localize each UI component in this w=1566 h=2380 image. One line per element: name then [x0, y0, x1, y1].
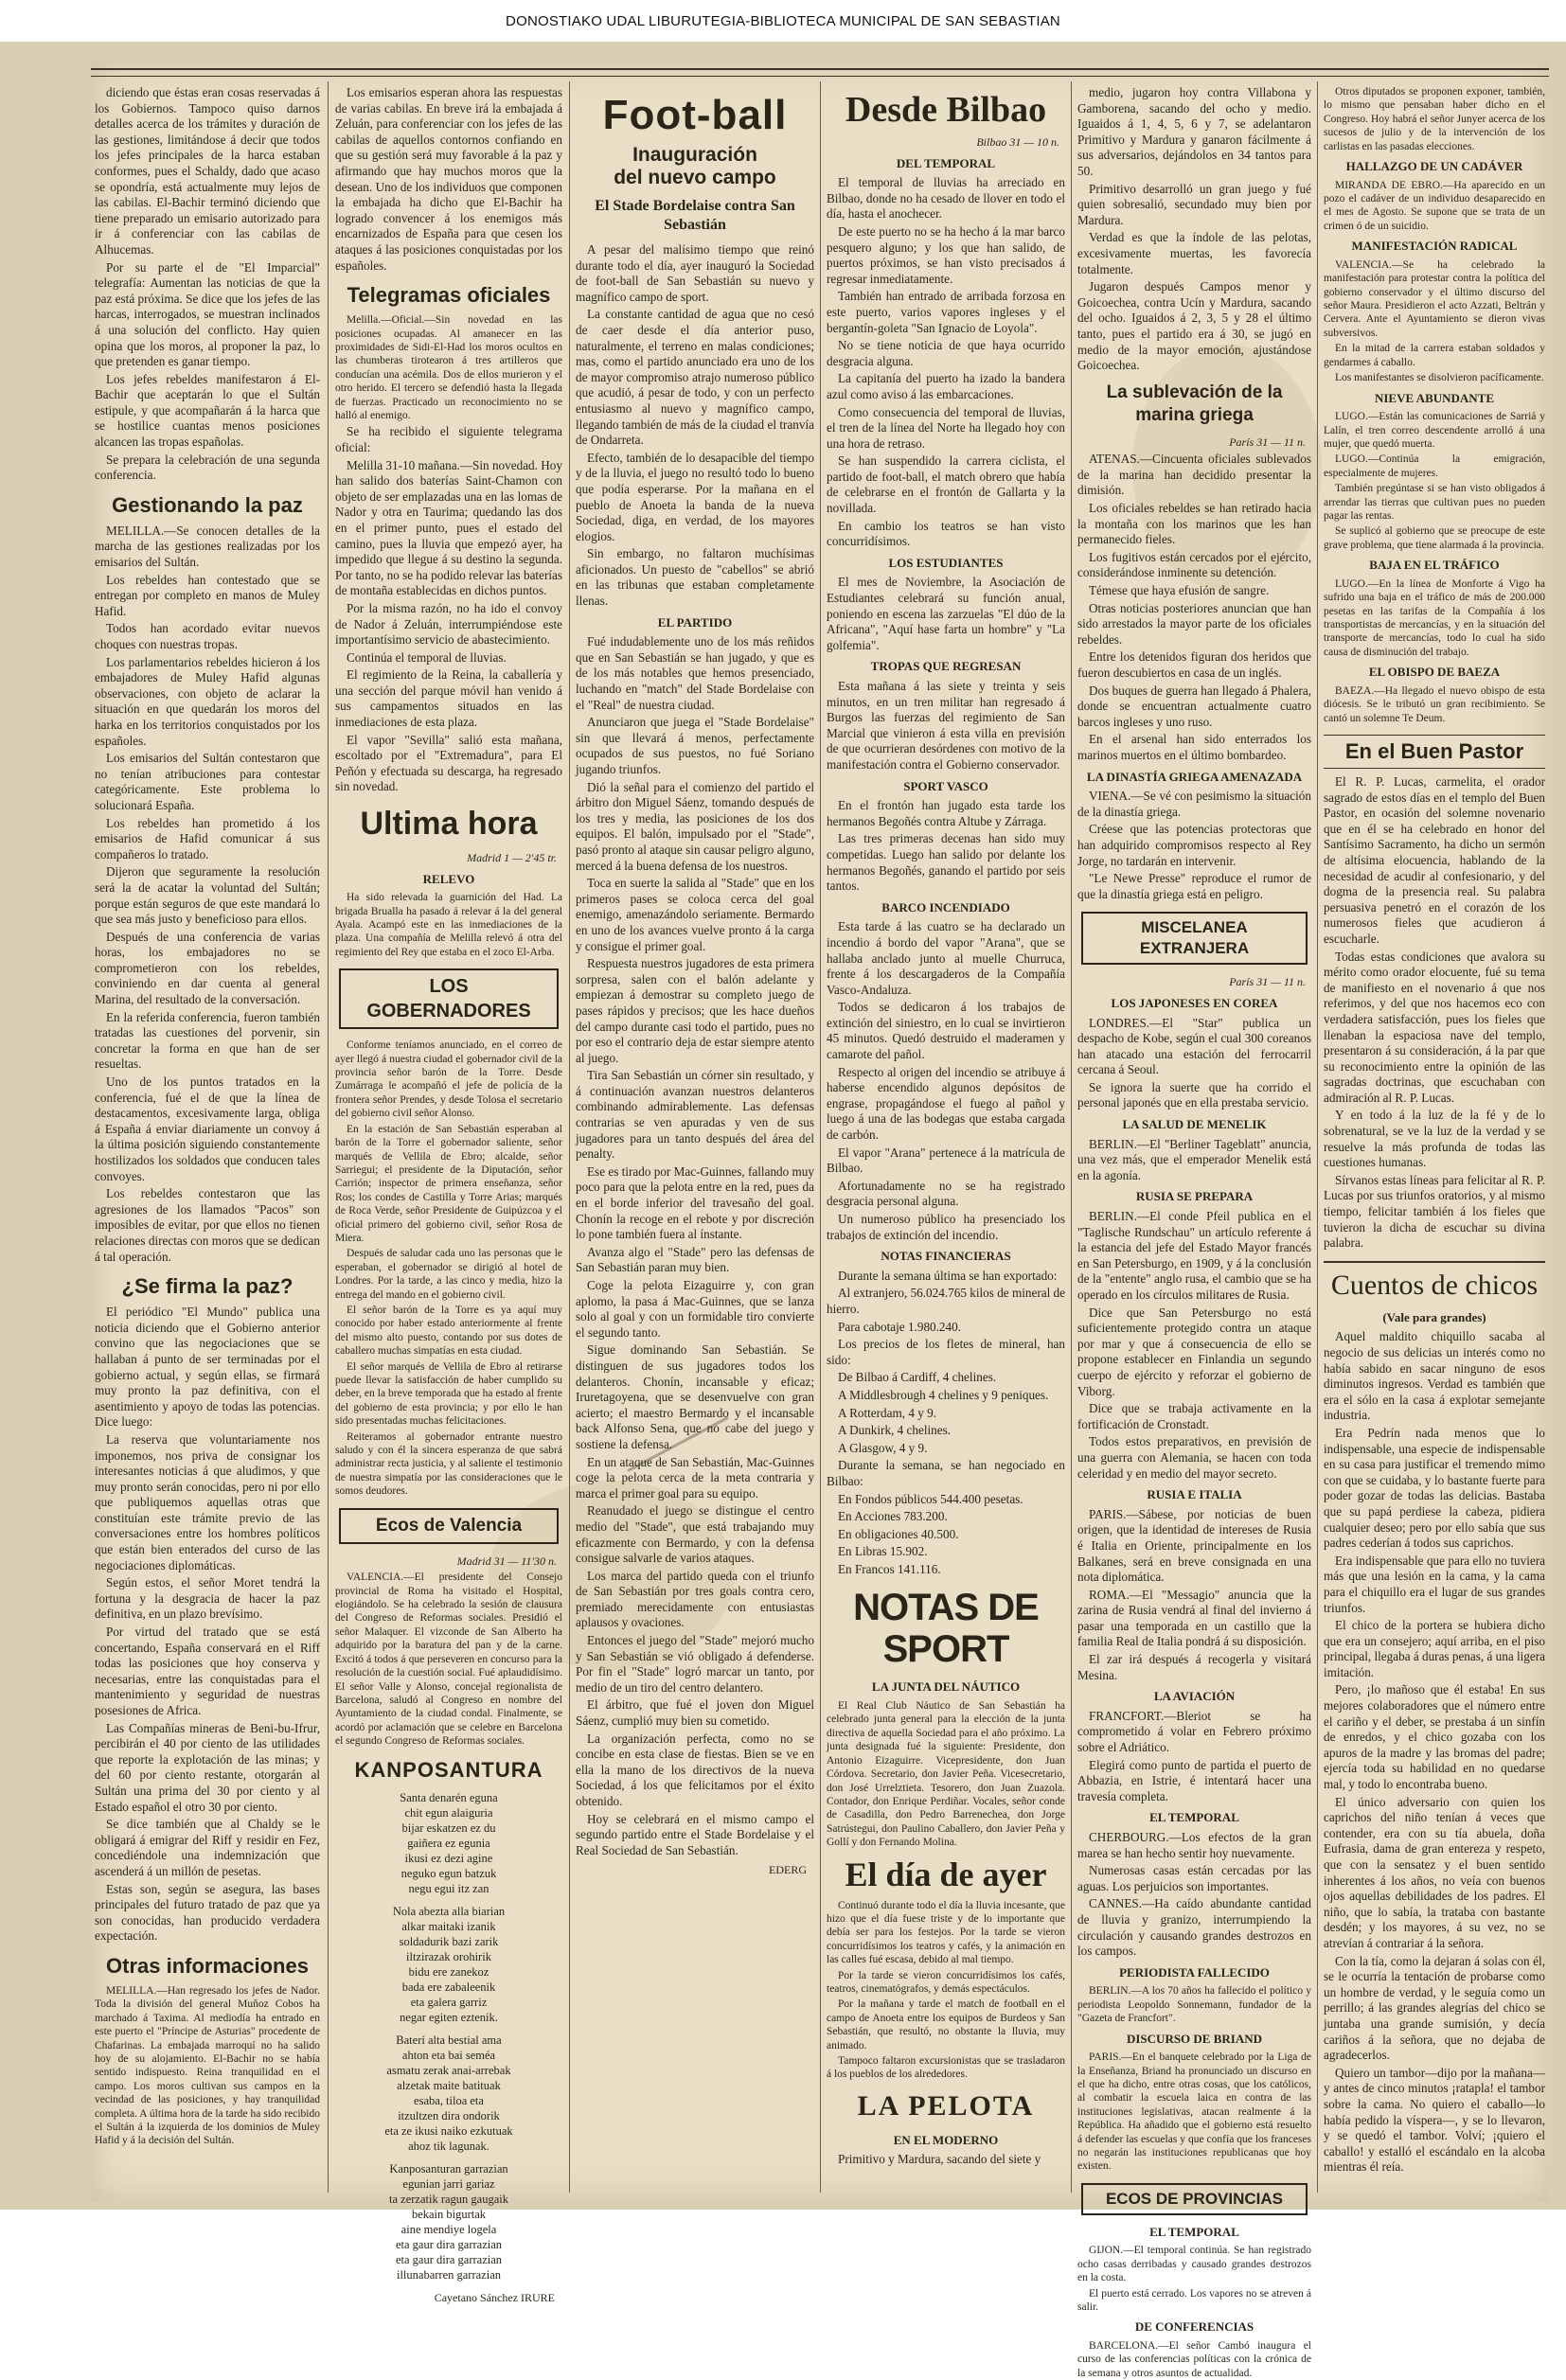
article-text: Por la mañana y tarde el match de football en el campo de Anoeta entre los equipos de Burdeos y San Sebastián, que resultó, no obstante la lluvia, muy animado.: [827, 1998, 1065, 2051]
article-text: Témese que haya efusión de sangre.: [1089, 583, 1270, 598]
poem-line: negu egui itz zan: [408, 1881, 489, 1895]
article-text: El único adversario con quien los caprichos del niño tenían á veces que contender, era con su tía abuela, doña Eufrasia, dama de gran entereza y respeto, que con la sensatez y el buen sentido inherentes á los años, no veía con buenos ojos aquellas debilidades de los padres. El niño, que lo sabía, la trataba con bastante desdén; y los mayores, á su vez, no se atrevían á contrariar á la señora.: [1324, 1794, 1545, 1950]
article-text: BAEZA.—Ha llegado el nuevo obispo de esta diócesis. Se le tributó un gran recibimiento. Se cantó un solemne Te Deum.: [1324, 684, 1545, 724]
poem-line: Nola abezta alla biarian: [392, 1904, 506, 1918]
subheading: EL TEMPORAL: [1149, 2224, 1239, 2239]
article-text: Tampoco faltaron excursionistas que se trasladaron á los pueblos de los alrededores.: [827, 2055, 1065, 2081]
subheading: EN EL MODERNO: [893, 2132, 999, 2147]
subheading: BARCO INCENDIADO: [881, 899, 1010, 915]
article-text: A pesar del malísimo tiempo que reinó durante todo el día, ayer inauguró la Sociedad de foot-ball de San Sebastián su nuevo y magnífico campo de sport.: [576, 242, 814, 304]
article-text: Los marca del partido queda con el triunfo de San Sebastián por tres goals contra cero, premiado merecidamente con entusiastas aplausos y ovaciones.: [576, 1568, 814, 1630]
subheading: RUSIA E ITALIA: [1147, 1487, 1242, 1502]
article-text: Tira San Sebastián un córner sin resultado, y á continuación avanzan nuestros delanteros combinando admirablemente. Las defensas contrarias se ven apuradas y ven de sus jugadores para un tanto después del área del penalty.: [576, 1068, 814, 1162]
article-text: Elegirá como punto de partida el puerto de Abbazia, en Istrie, é intentará hacer una travesía completa.: [1077, 1757, 1311, 1803]
article-text: Respecto al origen del incendio se atribuye á haberse encendido algunos depósitos de engrase, propagándose el fuego al pañol y luego á una de las bodegas que estaba cargada de carbón.: [827, 1064, 1065, 1143]
poem-line: iltzirazak orohirik: [406, 1949, 491, 1963]
article-text: Afortunadamente no se ha registrado desgracia personal alguna.: [827, 1178, 1065, 1209]
article-text: Como consecuencia del temporal de lluvias, el tren de la línea del Norte ha llegado hoy con una hora de retraso.: [827, 404, 1065, 451]
article-text: El zar irá después á recogerla y visitará Mesina.: [1077, 1652, 1311, 1682]
article-text: Coge la pelota Eizaguirre y, con gran aplomo, la pasa á Mac-Guinnes, que se lanza solo al goal y con un formidable tiro convierte el segundo tanto.: [576, 1278, 814, 1340]
poem-stanza: [335, 1790, 562, 1896]
article-text: Toca en suerte la salida al "Stade" que en los primeros pases se coloca cerca del goal enemigo, amenazándolo seriamente. Bermardo en uno de los avances vuelve pronto á la carga y consigue el primer goal.: [576, 876, 814, 953]
poem-line: bijar eskatzen ez du: [401, 1821, 496, 1835]
headline: del nuevo campo: [614, 167, 776, 188]
subheading: LOS JAPONESES EN COREA: [1111, 995, 1278, 1010]
article-text: En la mitad de la carrera estaban soldados y gendarmes á caballo.: [1324, 343, 1545, 368]
article-text: Dió la señal para el comienzo del partido el árbitro don Miguel Sáenz, tomando después de los tres y media, las posiciones de los dos equipos. El balón, impulsado por el "Stade", pasó pronto al ataque sin causar peligro alguno, merced á la buena defensa de los nuestros.: [576, 779, 814, 873]
poem-line: soldadurik bazi zarik: [399, 1934, 499, 1948]
article-text: Primitivo y Mardura, sacando del siete y: [838, 2152, 1041, 2167]
article-text: La organización perfecta, como no se concibe en esta clase de fiestas. Bien se ve en ella la mano de los directivos de la nueva Sociedad, á los que felicitamos por el éxito obtenido.: [576, 1731, 814, 1808]
newspaper-page: [91, 61, 1549, 2379]
headline: Ultima hora: [360, 806, 538, 843]
poem-line: illunabarren garrazian: [396, 2267, 501, 2282]
article-text: diciendo que éstas eran cosas reservadas á los Gobiernos. Tampoco quiso darnos detalles acerca de los trámites y duración de las gestiones, limitándose á decir que todos los jefes principales de la harca estaban conformes, pues el Schaldy, dado que acaso se opondría, está actualmente muy lejos de las cabilas. El-Bachir terminó diciendo que tiene preparado un emisario autorizado para ir á conferenciar con las cabilas de Alhucemas.: [95, 85, 320, 257]
library-header: DONOSTIAKO UDAL LIBURUTEGIA-BIBLIOTECA MUNICIPAL DE SAN SEBASTIAN: [0, 0, 1566, 42]
article-text: Primitivo desarrolló un gran juego y fué quien sobresalió, secundado muy bien por Mardura.: [1077, 181, 1311, 227]
article-text: Reiteramos al gobernador entrante nuestro saludo y con él la sincera esperanza de que sabrá administrar recta justicia, y al saliente el testimonio de nuestra simpatía por las consideraciones que le somos deudores.: [335, 1430, 562, 1498]
article-text: También han entrado de arribada forzosa en este puerto, varios vapores ingleses y el bergantín-goleta "San Ignacio de Loyola".: [827, 289, 1065, 335]
article-text: En el frontón han jugado esta tarde los hermanos Begoñés contra Altube y Zárraga.: [827, 798, 1065, 828]
article-text: El temporal de lluvias ha arreciado en Bilbao, donde no ha cesado de llover en todo el día, hasta el anochecer.: [827, 175, 1065, 222]
article-text: Durante la semana última se han exportado:: [838, 1268, 1058, 1283]
article-text: Sírvanos estas líneas para felicitar al R. P. Lucas por sus triunfos oratorios, y al mismo tiempo, felicitar también á los fieles que tuvieron la dicha de escuchar su divina palabra.: [1324, 1172, 1545, 1251]
article-text: Melilla 31-10 mañana.—Sin novedad. Hoy han salido dos baterías Saint-Chamon con objeto de ser emplazadas una en las lomas de Nador y otra en Taurima; quedando las dos en el primer punto, pues el estado del camino, pues la lluvia que empezó ayer, ha impedido que llegue á su destino la segunda. Por tanto, no se ha podido relevar las baterías de montaña establecidas en dichos puntos.: [335, 457, 562, 598]
dateline: París 31 — 11 n.: [1229, 435, 1306, 449]
poem-line: chit egun alaiguria: [404, 1805, 493, 1820]
article-text: Todas estas condiciones que avalora su mérito como orador elocuente, fué su tema de manifiesto en el novenario á que nos referimos, y del que nos hacemos eco con verdadera satisfacción, pues los fieles que llenaban la espaciosa nave del templo, presentaron á su consideración, á la par que su reconocimiento entre la opinión de las sagradas doctrinas, que escuchaban con admiración al R. P. Lucas.: [1324, 949, 1545, 1105]
subheading: LA JUNTA DEL NÁUTICO: [871, 1679, 1021, 1695]
article-text: La capitanía del puerto ha izado la bandera azul como aviso á las embarcaciones.: [827, 371, 1065, 401]
article-text: En Libras 15.902.: [838, 1544, 928, 1559]
subheading: LOS ESTUDIANTES: [888, 555, 1004, 570]
article-text: Hoy se celebrará en el mismo campo el segundo partido entre el Stade Bordelaise y el Real Sociedad de San Sebastián.: [576, 1811, 814, 1857]
poem-line: ikusi ez dezi agine: [404, 1851, 493, 1865]
article-text: Se prepara la celebración de una segunda conferencia.: [95, 452, 320, 483]
article-text: En Acciones 783.200.: [838, 1509, 948, 1524]
article-text: Pero, ¡lo mañoso que él estaba! En sus mejores colaboradores que el número entre el cariño y el deber, se prestaba á un sinfín de enredos, y el chico gozaba con los apuros de la madre y las bromas del padre; ejercía toda su habilidad en no quedarse mal, y todo lo encontraba bueno.: [1324, 1682, 1545, 1792]
poem-stanza: [335, 2033, 562, 2154]
article-text: Por virtud del tratado que se está concertando, España conservará en el Riff todas las posiciones que hoy conserva y necesarias, entre las conquistadas para el mantenimiento y seguridad de nuestras posesiones de Africa.: [95, 1625, 320, 1717]
article-text: Los precios de los fletes de mineral, han sido:: [827, 1337, 1065, 1367]
column-6: [1324, 85, 1545, 2187]
article-text: Uno de los puntos tratados en la conferencia, fué el de que la línea de destacamentos, excesivamente larga, obliga á España á enviar diariamente un convoy á la última posición siguiendo constantemente hostilizados los soldados que conducen tales convoyes.: [95, 1075, 320, 1183]
column-4: [827, 85, 1065, 2187]
article-text: Los parlamentarios rebeldes hicieron á los embajadores de Muley Hafid algunas observaciones, con objeto de aclarar la situación en que quedarán los moros del harka en los territorios conquistados por los españoles.: [95, 654, 320, 748]
article-text: Los rebeldes han contestado que se entregan por completo en manos de Muley Hafid.: [95, 572, 320, 618]
article-text: BERLIN.—El conde Pfeil publica en el "Taglische Rundschau" un artículo referente á la estancia del jefe del Estado Mayor francés en San Petersburgo, en 1909, y á la conclusión de la "entente" anglo rusa, el cambio que se ha operado en los círculos militares de Rusia.: [1077, 1209, 1311, 1302]
newspaper-scan: [0, 42, 1566, 2379]
article-text: Estas son, según se asegura, las bases principales del futuro tratado de paz que ya son conocidas, han producido verdadera expectación.: [95, 1881, 320, 1944]
subheading: TROPAS QUE REGRESAN: [870, 659, 1022, 674]
article-text: Jugaron después Campos menor y Goicoechea, contra Ucín y Mardura, sacando del ocho. Iguaidos á 2, 3, 5 y 28 el último tanto, pues el partido era á 30, se jugó en medio de la mayor emoción, ajustándose Goicoechea.: [1077, 279, 1311, 373]
poem-line: egunian jarri gariaz: [402, 2176, 495, 2191]
poem-line: gaiñera ez egunia: [407, 1836, 490, 1850]
article-text: Los rebeldes han prometido á los emisarios de Hafid comunicar á sus compañeros lo tratado.: [95, 815, 320, 861]
subheading: El Stade Bordelaise contra San Sebastián: [595, 198, 795, 233]
column-1: [95, 85, 320, 2187]
subheading: DISCURSO DE BRIAND: [1126, 2031, 1263, 2046]
headline: Otras informaciones: [106, 1953, 309, 1978]
article-text: BARCELONA.—El señor Cambó inaugura el curso de las conferencias políticas con la crónica de la semana y otros asuntos de actualidad.: [1077, 2340, 1311, 2379]
article-text: Los manifestantes se disolvieron pacíficamente.: [1335, 372, 1544, 384]
headline: La sublevación de la marina griega: [1106, 382, 1283, 425]
dateline: Bilbao 31 — 10 n.: [976, 135, 1059, 149]
article-text: Entre los detenidos figuran dos heridos que fueron descubiertos en casa de un inglés.: [1077, 649, 1311, 680]
headline: El día de ayer: [845, 1855, 1047, 1893]
article-text: Entonces el juego del "Stade" mejoró mucho y San Sebastián se vió obligado á defenderse. Por fin el "Stade" logró marcar un tanto, por medio de un tiro del centro delantero.: [576, 1633, 814, 1695]
poem-line: itzultzen dira ondorik: [398, 2108, 500, 2122]
column-rule: [1317, 81, 1318, 2193]
poem-line: asmatu zerak anai-arrebak: [386, 2063, 511, 2077]
article-text: Verdad es que la índole de las pelotas, excesivamente muertas, les favorecía totalmente.: [1077, 230, 1311, 276]
headline: En el Buen Pastor: [1324, 735, 1545, 769]
poem-line: eta gaur dira garrazian: [395, 2237, 503, 2251]
article-text: En obligaciones 40.500.: [838, 1526, 959, 1541]
article-text: LUGO.—En la línea de Monforte á Vigo ha sufrido una baja en el tráfico de más de 200.000 pesetas en las tarifas de la Compañía á los transportistas de mercancías, y en la situación del transporte de mercancías, todo lo cual ha sido causa de disminución del trabajo.: [1324, 577, 1545, 658]
article-text: El vapor "Arana" pertenece á la matrícula de Bilbao.: [827, 1145, 1065, 1176]
article-text: PARIS.—Sábese, por noticias de buen origen, que la identidad de intereses de Rusia é Italia en Oriente, principalmente en los Balkanes, será en breve consignada en una nota diplomática.: [1077, 1506, 1311, 1585]
headline: Ecos de Valencia: [339, 1508, 559, 1544]
poem-line: Baterí alta bestial ama: [396, 2033, 502, 2047]
column-5: [1077, 85, 1311, 2379]
article-text: VALENCIA.—Se ha celebrado la manifestación para protestar contra la política del gobierno conservador y el último discurso del señor Maura. Presidieron el acto Azzati, Beltrán y Cervera. Ante el Ayuntamiento se dieron vivas subversivos.: [1324, 258, 1545, 339]
article-text: Los fugitivos están cercados por el ejército, considerándose inminente su detención.: [1077, 549, 1311, 580]
article-text: PARIS.—En el banquete celebrado por la Liga de la Enseñanza, Briand ha pronunciado un discurso en el que ha dicho, entre otras cosas, que los católicos, al combatir la escuela laica en contra de las instituciones legislativas, atacan realmente á la República. Ha añadido que el gobierno está resuelto á defender las escuelas y que confía que los franceses no negarán las instituciones republicanas que hoy existen.: [1077, 2051, 1311, 2173]
poem-line: bidu ere zanekoz: [408, 1964, 489, 1979]
poem-line: aine mendiye logela: [400, 2222, 497, 2236]
article-text: Se suplicó al gobierno que se preocupe de este grave problema, que tiene alarmada á la provincia.: [1324, 525, 1545, 551]
article-text: A Rotterdam, 4 y 9.: [838, 1405, 937, 1420]
article-text: Se ha recibido el siguiente telegrama oficial:: [335, 424, 562, 454]
article-text: Conforme teníamos anunciado, en el correo de ayer llegó á nuestra ciudad el gobernador civil de la provincia señor barón de la Torre. Desde Zumárraga le acompañó el jefe de policía de la frontera señor Prendes, y desde Tolosa el secretario del gobierno civil señor Alonso.: [335, 1039, 562, 1120]
headline: MISCELANEA EXTRANJERA: [1081, 912, 1308, 965]
article-text: Dijeron que seguramente la resolución será la de acatar la voluntad del Sultán; porque están seguros de que este mandará lo que sea más justo y beneficioso para ellos.: [95, 864, 320, 927]
article-text: El chico de la portera se hubiera dicho que era un consejero; aquí arriba, en el piso principal, llegaba á duras penas, á una ligera imitación.: [1324, 1618, 1545, 1679]
article-text: Después de una conferencia de varias horas, los embajadores no se comprometieron con los rebeldes, conviniendo en dar cuenta al general Marina, del resultado de la conversación.: [95, 929, 320, 1007]
article-text: FRANCFORT.—Bleriot se ha comprometido á volar en Febrero próximo sobre el Adriático.: [1077, 1708, 1311, 1755]
poem-line: Santa denarén eguna: [400, 1790, 498, 1804]
article-text: Sigue dominando San Sebastián. Se distinguen de sus jugadores todos los delanteros. Chonín, incansable y eficaz; Iruretagoyena, que se desenvuelve con gran acierto; el maestro Bermardo y el incansable back Alfonso Sena, que no cabe del juego y sostiene la defensa.: [576, 1342, 814, 1451]
article-text: Era indispensable que para ello no tuviera más que una lesión en la cama, y la cama para el chiquillo era el lugar de sus grandes triunfos.: [1324, 1553, 1545, 1615]
subheading: BAJA EN EL TRÁFICO: [1369, 558, 1500, 573]
headline: KANPOSANTURA: [354, 1757, 543, 1782]
article-text: LONDRES.—El "Star" publica un despacho de Kobe, según el cual 300 coreanos han atacado una estación del ferrocarril cercana á Seoul.: [1077, 1015, 1311, 1077]
article-text: Era Pedrín nada menos que lo indispensable, una especie de indispensable en su casa para justificar el tremendo mimo con que se cuidaba, y lo bastante fuerte para poder gozar de todas las delicias. Bastaba que su papá perdiese la cabeza, pidiera cualquier deseo; pero por ello sabía que sus padres cederían á todos sus caprichos.: [1324, 1425, 1545, 1551]
article-text: BERLIN.—A los 70 años ha fallecido el político y periodista Leopoldo Sonnemann, fundador de la "Gazeta de Francfort".: [1077, 1985, 1311, 2025]
subheading: EL TEMPORAL: [1149, 1810, 1239, 1825]
article-text: Por la tarde se vieron concurridísimos los cafés, teatros, cinematógrafos, y demás espectáculos.: [827, 1969, 1065, 1995]
article-text: VALENCIA.—El presidente del Consejo provincial de Roma ha visitado el Hospital, elogiándolo. Se ha celebrado la sesión de clausura del Congreso de Reformas sociales. Presidió el señor Malaquer. El vizconde de San Alberto ha adquirido por la baratura del pan y de la carne. Excitó á todos á que perseveren en concurso para la resolución de la cuestión social. Fué aplaudidísimo. El señor Valle y Alonso, concejal regionalista de Barcelona, saludó al Congreso en nombre del Ayuntamiento de la ciudad condal. Finalmente, se acordó por aclamación que se celebre en Barcelona el segundo Congreso de Reformas sociales.: [335, 1572, 562, 1748]
subheading: EL PARTIDO: [657, 614, 733, 630]
poem-stanza: [335, 1904, 562, 2025]
subheading: RELEVO: [422, 871, 475, 886]
article-text: Durante la semana, se han negociado en Bilbao:: [827, 1458, 1065, 1488]
poem-line: eta ze ikusi naiko ezkutuak: [384, 2123, 513, 2138]
column-2: [335, 85, 562, 2304]
article-text: Esta mañana á las siete y treinta y seis minutos, en un tren militar han regresado á Burgos las fuerzas del regimiento de San Marcial que vinieron á esta villa en previsión de que ocurrieran desórdenes con motivo de la manifestación contra el Gobierno conservador.: [827, 679, 1065, 772]
article-text: Créese que las potencias protectoras que han adquirido compromisos respecto al Rey Jorge, no tardarán en intervenir.: [1077, 822, 1311, 868]
article-text: Al extranjero, 56.024.765 kilos de mineral de hierro.: [827, 1286, 1065, 1316]
article-text: Se dice también que al Chaldy se le obligará á emigrar del Riff y residir en Fez, concediéndole una indemnización que ascenderá á un millón de pesetas.: [95, 1817, 320, 1878]
article-text: El Real Club Náutico de San Sebastián ha celebrado junta general para la elección de la junta directiva de aquella Sociedad para el año próximo. La junta designada fué la siguiente: Presidente, don Antonio Eizaguirre. Vicepresidente, don Juan Córdova. Secretario, don Javier Peña. Vicesecretario, don José Urrelztieta. Tesorero, don Juan Zuazola. Contador, don Enrique Perdiñar. Vocales, señor conde de Casadilla, don Pedro Barrenechea, don Jorge Satrústegui, don Paulino Caballero, don Javier Peña y Gollí y don Fernando Molina.: [827, 1700, 1065, 1849]
subheading: NOTAS FINANCIERAS: [881, 1249, 1011, 1264]
article-text: En la referida conferencia, fueron también tratadas las cuestiones del porvenir, sin concretar la forma en que han de ser resueltas.: [95, 1009, 320, 1072]
subheading: LA AVIACIÓN: [1153, 1689, 1236, 1704]
subheading: RUSIA SE PREPARA: [1135, 1189, 1254, 1204]
article-text: El R. P. Lucas, carmelita, el orador sagrado de estos días en el templo del Buen Pastor, en ocasión del solemne novenario que en él se ha celebrado en honor del Santísimo Sacramento, ha dicho un sermón de altísima elocuencia, hablando de la necesidad de acudir al confesionario, y del dogma de la presencia real. Su palabra persuasiva penetró en el corazón de los numerosos fieles que acudieron á escucharle.: [1324, 774, 1545, 946]
article-text: Para cabotaje 1.980.240.: [838, 1319, 962, 1334]
article-text: En la estación de San Sebastián esperaban al barón de la Torre el gobernador saliente, señor marqués de Vellila de Ebro; alcalde, señor Sarriegui; el presidente de la Diputación, señor Carrión; inspector de primera enseñanza, señor Ros; los condes de Castilla y Torre Arias; marqués de Roca Verde, señor Presidente de Guipúzcoa y el oficial primero del gobierno civil, señor Rosa de Miera.: [335, 1123, 562, 1244]
article-text: Ese es tirado por Mac-Guinnes, fallando muy poco para que la pelota entre en la red, pues da en el borde inferior del travesaño del goal. Chonín la recoge en el rebote y por discreción lo pone también fuera al ínstante.: [576, 1163, 814, 1242]
article-text: Los emisarios del Sultán contestaron que no tenían atribuciones para contestar categóricamente. Este problema lo solucionará España.: [95, 751, 320, 812]
subheading: NIEVE ABUNDANTE: [1374, 390, 1495, 405]
article-text: Numerosas casas están cercadas por las aguas. Los perjuicios son importantes.: [1077, 1863, 1311, 1893]
article-text: Por la misma razón, no ha ido el convoy de Nador á Zeluán, interrumpiéndose este importantísimo servicio de abastecimiento.: [335, 600, 562, 648]
article-text: Efecto, también de lo desapacible del tiempo y de la lluvia, el juego no resultó todo lo bueno que podía esperarse. Por la mañana en el pueblo de Anoeta la banda de la nueva Sociedad, diga, en verdad, de los mayores elogios.: [576, 450, 814, 543]
subheading: HALLAZGO DE UN CADÁVER: [1345, 159, 1523, 174]
poem-line: ta zerzatik ragun gaugaik: [389, 2192, 508, 2206]
article-text: ATENAS.—Cincuenta oficiales sublevados de la marina han decidido presentar la dimisión.: [1077, 452, 1311, 498]
poem-line: esaba, tiloa eta: [414, 2093, 484, 2107]
poem-line: ahoz tik lagunak.: [408, 2139, 489, 2153]
article-text: VIENA.—Se vé con pesimismo la situación de la dinastía griega.: [1077, 789, 1311, 819]
article-text: Reanudado el juego se distingue el centro medio del "Stade", que está trabajando muy eficazmente con Bermardo, y con la defensa consigue salvarle de varios ataques.: [576, 1503, 814, 1566]
subheading: PERIODISTA FALLECIDO: [1119, 1964, 1270, 1980]
article-text: Anunciaron que juega el "Stade Bordelaise" sin que llevará á menos, perfectamente ocupados de sus puestos, no fué Soriano jugando triunfos.: [576, 715, 814, 776]
headline: Desde Bilbao: [845, 90, 1047, 130]
poem-stanza: [335, 2161, 562, 2282]
article-text: El señor barón de la Torre es ya aquí muy conocido por haber estado anteriormente al frente del mismo alto puesto, contando por sus dotes de caballero muchas simpatías en esta ciudad.: [335, 1304, 562, 1358]
article-text: Sin embargo, no faltaron muchísimas aficionados. Un puesto de "cabellos" se abrió en las tribunas que estaban completamente llenas.: [576, 546, 814, 609]
article-text: No se tiene noticia de que haya ocurrido desgracia alguna.: [827, 338, 1065, 368]
article-text: Se han suspendido la carrera ciclista, el partido de foot-ball, el match obrero que había de celebrarse en el frontón de Gallarta y la novillada.: [827, 453, 1065, 516]
article-text: CHERBOURG.—Los efectos de la gran marea se han hecho sentir hoy nuevamente.: [1077, 1830, 1311, 1860]
dateline: Madrid 31 — 11'30 n.: [456, 1554, 557, 1568]
headline: LA PELOTA: [857, 2089, 1035, 2122]
article-text: En cambio los teatros se han visto concurridísimos.: [827, 518, 1065, 549]
article-text: El señor marqués de Vellila de Ebro al retirarse puede llevar la satisfacción de haber cumplido su deber, en la breve temporada que ha estado al frente del gobierno de esta provincia; y por ello le han sido presentadas muchas felicitaciones.: [335, 1360, 562, 1428]
subheading: (Vale para grandes): [1382, 1309, 1486, 1324]
article-text: Todos han acordado evitar nuevos choques con nuestras tropas.: [95, 621, 320, 651]
article-text: Las Compañías mineras de Beni-bu-Ifrur, percibirán el 40 por ciento de las utilidades que reporte la explotación de las minas; y del 60 por ciento restante, otorgarán al Sultán una prima del 30 por ciento y al Estado español el otro 30 por ciento.: [95, 1720, 320, 1814]
headline: Inauguración: [632, 144, 757, 166]
article-text: En el arsenal han sido enterrados los marinos muertos en el último bombardeo.: [1077, 732, 1311, 762]
article-text: Esta tarde á las cuatro se ha declarado un incendio á bordo del vapor "Arana", que se hallaba anclado junto al muelle Churruca, frente á los descargaderos de la Compañía Vasco-Andaluza.: [827, 919, 1065, 997]
subheading: DEL TEMPORAL: [896, 155, 996, 170]
byline: Cayetano Sánchez IRURE: [434, 2290, 555, 2304]
column-rule: [328, 81, 329, 2193]
article-text: GIJON.—El temporal continúa. Se han registrado ocho casas derribadas y causado grandes destrozos en la costa.: [1077, 2245, 1311, 2284]
subheading: DE CONFERENCIAS: [1134, 2319, 1255, 2335]
headline: Cuentos de chicos: [1324, 1261, 1545, 1303]
article-text: A Middlesbrough 4 chelines y 9 peniques.: [838, 1387, 1049, 1402]
article-text: Ha sido relevada la guarnición del Had. La brigada Brualla ha pasado á relevar á la del general Ayala. Acampó este en las inmediaciones de la plaza. Una compañía de Melilla relevó á otra del regimiento del Rey que estaba en el zoco El-Arba.: [335, 892, 562, 958]
article-text: Y en todo á la luz de la fé y de lo sobrenatural, se ve la luz de la verdad y se resuelve la más profunda de todas las cuestiones humanas.: [1324, 1108, 1545, 1170]
poem-line: alkar maitaki izanik: [401, 1919, 496, 1933]
article-text: Después de saludar cada uno las personas que le esperaban, el gobernador se dirigió al hotel de Londres. Por la tarde, a las cinco y media, hizo la entrega del mando en el gobierno civil.: [335, 1248, 562, 1301]
article-text: El periódico "El Mundo" publica una noticia diciendo que el Gobierno anterior convino que las negociaciones que se hallaban á punto de ser terminadas por el gobierno actual, y según ellas, se firmará muy pronto la paz definitiva, con el asentimiento y apoyo de todas las potencias. Dice luego:: [95, 1305, 320, 1430]
column-rule: [1071, 81, 1072, 2193]
dateline: París 31 — 11 n.: [1229, 975, 1306, 989]
column-rule: [569, 81, 570, 2193]
article-text: Los emisarios esperan ahora las respuestas de varias cabilas. En breve irá la embajada á Zeluán, para conferenciar con los jefes de las cabilas de aquellos contornos confiando en que su gestión será muy favorable á la paz y afirmando que hay muchos moros que la desean. Uno de los individuos que componen la embajada ha dicho que El-Bachir ha logrado convencer á los enemigos más encarnizados de España para que cesen los ataques á las posiciones conquistadas por los españoles.: [335, 85, 562, 273]
headline: Telegramas oficiales: [347, 283, 551, 308]
article-text: ROMA.—El "Messagio" anuncia que la zarina de Rusia vendrá al final del invierno á pasar una temporada en un castillo que la familia Real de Italia pondrá á su disposición.: [1077, 1587, 1311, 1649]
article-text: Todos se dedicaron á los trabajos de extinción del siniestro, en lo cual se invirtieron 45 minutos. Quedó destruido el maderamen y camarote del pañol.: [827, 1000, 1065, 1062]
article-text: En un ataque de San Sebastián, Mac-Guinnes coge la pelota cerca de la meta contraria y marca el primer goal para su equipo.: [576, 1454, 814, 1501]
article-text: Con la tía, como la dejaran á solas con él, se le ocurría la tentación de probarse como un hombre de verdad, y le seguía como un perrillo; á las grandes alegrías del chico se juntaba una grande sumisión, y decía cariños á la señora, que no dejaba de agradecerlos.: [1324, 1953, 1545, 2063]
poem-line: bada ere zabaleenik: [401, 1980, 496, 1994]
column-3: [576, 85, 814, 2187]
article-text: Continuó durante todo el día la lluvia incesante, que hizo que el día fuese triste y de lo importante que debía ser para los festejos. Por la tarde se vieron concurridísimos los teatros y cafés, y la animación en las calles fué escasa, debido al mal tiempo.: [827, 1899, 1065, 1966]
article-text: De este puerto no se ha hecho á la mar barco pesquero alguno; y los que han salido, de puertos próximos, se han visto precisados á regresar inmediatamente.: [827, 223, 1065, 286]
subheading: LA DINASTÍA GRIEGA AMENAZADA: [1086, 769, 1303, 784]
article-text: A Glasgow, 4 y 9.: [838, 1440, 928, 1455]
dateline: Madrid 1 — 2'45 tr.: [467, 851, 557, 865]
article-text: De Bilbao á Cardiff, 4 chelines.: [838, 1370, 997, 1385]
column-rule: [820, 81, 821, 2193]
poem-line: Kanposanturan garrazian: [389, 2161, 508, 2176]
article-text: Otros diputados se proponen exponer, también, lo mismo que pensaban haber dicho en el Congreso. Hoy habrá el señor Junyer acerca de los sucesos de julio y de la intervención de los carlistas en las pasadas elecciones.: [1324, 86, 1545, 152]
article-text: En Francos 141.116.: [838, 1561, 941, 1576]
article-text: MELILLA.—Han regresado los jefes de Nador. Toda la división del general Muñoz Cobos ha marchado á Taxima. Al mediodía ha entrado en este puerto el "Príncipe de Asturias" procedente de Chafarinas. La embajada marroquí no ha salido hoy de su alojamiento. El-Bachir no se había sentido indispuesto. Reina tranquilidad en el campo. Los moros cultivan sus campos en la vecindad de las posiciones, y hay tranquilidad completa. A última hora de la tarde ha sido recibido el Sultán á la izquierda de los dominios de Muley Hafid y á la decisión del Sultán.: [95, 1984, 320, 2147]
article-text: Todos estos preparativos, en previsión de una guerra con Alemania, se hacen con toda celeridad y en medio del mayor secreto.: [1077, 1434, 1311, 1481]
article-text: Continúa el temporal de lluvias.: [347, 649, 507, 665]
article-text: Los jefes rebeldes manifestaron á El-Bachir que aceptarán lo que el Sultán estipule, y que acompañarán á la harca que se hostilice cuantas menos posiciones alcancen las tropas españolas.: [95, 371, 320, 450]
headline: Gestionando la paz: [112, 492, 303, 517]
article-text: Por su parte el de "El Imparcial" telegrafía: Aumentan las noticias de que la paz está próxima. Se dice que los jefes de las harcas, interrogados, se muestran inclinados á una solución del conflicto. Hay quien opina que los moros, al proponer la paz, lo que pretenden es ganar tiempo.: [95, 259, 320, 369]
article-text: Según estos, el señor Moret tendrá la fortuna y la desgracia de hacer la paz definitiva, en un plazo brevísimo.: [95, 1575, 320, 1622]
headline: NOTAS DE SPORT: [853, 1587, 1039, 1671]
top-rule: [91, 68, 1549, 77]
article-text: Quiero un tambor—dijo por la mañana—y antes de cinco minutos ¡ratapla! el tambor sobre la cama. No quiero el caballo—lo había pedido la víspera—, y se lo llevaron, y se quedó el tambor. Volví; ¡quiero el caballo! y estalló el escándalo en la alcoba mientras él reía.: [1324, 2065, 1545, 2175]
article-text: El regimiento de la Reina, la caballería y una sección del parque móvil han venido á sus campamentos situados en las inmediaciones de esta plaza.: [335, 667, 562, 730]
article-text: "Le Newe Presse" reproduce el rumor de que la dinastía griega está en peligro.: [1077, 871, 1311, 901]
article-text: MIRANDA DE EBRO.—Ha aparecido en un pozo el cadáver de un individuo desaparecido en el mes de Agosto. Se supone que se trata de un crimen ó de un suicidio.: [1324, 179, 1545, 232]
headline: ECOS DE PROVINCIAS: [1081, 2183, 1308, 2215]
article-text: El vapor "Sevilla" salió esta mañana, escoltado por el "Extremadura", para El Peñón y efectuada su descarga, ha regresado sin novedad.: [335, 732, 562, 794]
article-text: CANNES.—Ha caído abundante cantidad de lluvia y granizo, interrumpiendo la circulación y causando grandes destrozos en los campos.: [1077, 1896, 1311, 1959]
article-text: Dos buques de guerra han llegado á Phalera, donde se encuentran actualmente cuatro barcos ingleses y uno ruso.: [1077, 683, 1311, 729]
headline: ¿Se firma la paz?: [121, 1274, 294, 1299]
article-text: La reserva que voluntariamente nos imponemos, nos priva de consignar los interesantes noticias á que aludimos, y que muy pronto serán conocidas, pero ni por ello que publiquemos aquellas otras que constituían este trámite previo de las conversaciones entre los hombres políticos que están bien enterados del curso de las negociaciones diplomáticas.: [95, 1431, 320, 1572]
headline: LOS GOBERNADORES: [339, 968, 559, 1029]
article-text: Otras noticias posteriores anuncian que han sido arrestados la mayor parte de los oficiales rebeldes.: [1077, 600, 1311, 647]
article-text: Dice que se trabaja activamente en la fortificación de Cronstadt.: [1077, 1401, 1311, 1431]
article-text: Los rebeldes contestaron que las agresiones de los llamados "Pacos" son imposibles de evitar, por que ellos no tienen relaciones directas con moros que se dedican á tal operación.: [95, 1186, 320, 1264]
article-text: Un numeroso público ha presenciado los trabajos de extinción del incendio.: [827, 1212, 1065, 1242]
article-text: Aquel maldito chiquillo sacaba al negocio de sus delicias un interés como no había sabido en sacar ninguno de esos diminutos ingresos. Verdad es también que era el sólo en la casa á explotar semejante industria.: [1324, 1329, 1545, 1423]
article-text: Fué indudablemente uno de los más reñidos que en San Sebastián se han jugado, y que es de los más notables que hemos presenciado, luchando en "match" del Stade Bordelaise con el "Real" de nuestra ciudad.: [576, 634, 814, 712]
article-text: Los oficiales rebeldes se han retirado hacia la montaña con los marinos que les han permanecido fieles.: [1077, 501, 1311, 547]
article-text: medio, jugaron hoy contra Villabona y Gamborena, sacando del ocho y medio. Iguaidos á 1, 4, 5, 6 y 7, se adelantaron Primitivo y Mardura y ganaron fácilmente á sus adversarios, dejándolos en 34 tantos para 50.: [1077, 85, 1311, 178]
article-text: La constante cantidad de agua que no cesó de caer desde el día anterior puso, naturalmente, el terreno en malas condiciones; mas, como el partido anunciado era uno de los de mayor compromiso atrajo numeroso público que acudió, á pesar de todo, y con un perfecto entusiasmo al nuevo y magnífico campo, llegando también de más de la ciudad el tranvía de Ondarreta.: [576, 307, 814, 448]
poem-line: alzetak maite batituak: [397, 2078, 501, 2092]
article-text: MELILLA.—Se conocen detalles de la marcha de las gestiones realizadas por los emisarios del Sultán.: [95, 523, 320, 570]
article-text: Respuesta nuestros jugadores de esta primera sorpresa, salen con el balón adelante y empiezan á demostrar su completo juego de pases rápidos y precisos; que les hace dueños del campo durante casi todo el partido, pues no por eso el contrario deja de estar siempre atento al juego.: [576, 956, 814, 1065]
byline: EDERG: [769, 1863, 807, 1877]
article-text: Avanza algo el "Stade" pero las defensas de San Sebastián paran muy bien.: [576, 1244, 814, 1275]
section-banner: Foot-ball: [602, 92, 788, 138]
poem-line: eta galera garriz: [410, 1995, 488, 2009]
article-text: Se ignora la suerte que ha corrido el personal japonés que en ella prestaba servicio.: [1077, 1079, 1311, 1110]
poem-line: bekain bigurtak: [411, 2207, 487, 2221]
article-text: El puerto está cerrado. Los vapores no se atreven á salir.: [1077, 2287, 1311, 2314]
poem-line: ahton eta bai seméa: [401, 2048, 496, 2062]
subheading: SPORT VASCO: [903, 778, 988, 793]
article-text: LUGO.—Continúa la emigración, especialmente de mujeres.: [1324, 453, 1545, 479]
article-text: LUGO.—Están las comunicaciones de Sarriá y Lalín, el tren correo descendente arrolló á una mujer, que quedó muerta.: [1324, 411, 1545, 450]
subheading: LA SALUD DE MENELIK: [1122, 1117, 1267, 1132]
poem-line: neguko egun batzuk: [400, 1866, 497, 1880]
subheading: MANIFESTACIÓN RADICAL: [1351, 239, 1518, 254]
article-text: En Fondos públicos 544.400 pesetas.: [838, 1491, 1023, 1506]
article-text: Las tres primeras decenas han sido muy competidas. Luego han salido por delante los hermanos Begoñés, ganando el partido por seis tantos.: [827, 831, 1065, 894]
article-text: El mes de Noviembre, la Asociación de Estudiantes celebrará su función anual, poniendo en escena las zarzuelas "El dúo de la Africana", "Aquí hase farta un hombre" y "La golfemia".: [827, 575, 1065, 652]
poem-line: eta gaur dira garrazian: [395, 2252, 503, 2266]
article-text: A Dunkirk, 4 chelines.: [838, 1423, 952, 1438]
article-text: Melilla.—Oficial.—Sin novedad en las posiciones ocupadas. Al amanecer en las proximidades de Sidi-El-Had los moros ocultos en las chumberas tirotearon á tres artilleros que conducían una acémila. Dos de ellos murieron y el otro herido. El tercero se defendió hasta la llegada de fuerzas. Practicado un reconocimiento no se halló al enemigo.: [335, 314, 562, 421]
subheading: EL OBISPO DE BAEZA: [1368, 665, 1501, 680]
poem-line: negar egiten eztenik.: [400, 2010, 498, 2024]
article-text: Dice que San Petersburgo no está suficientemente protegido contra un ataque por mar y que á consecuencia de ello se propone establecer en Finlandia un segundo cuerpo de ejército y reforzar el gobierno de Viborg.: [1077, 1305, 1311, 1398]
article-text: El árbitro, que fué el joven don Miguel Sáenz, cumplió muy bien su cometido.: [576, 1697, 814, 1729]
article-text: BERLIN.—El "Berliner Tageblatt" anuncia, una vez más, que el emperador Menelik está en la agonía.: [1077, 1136, 1311, 1182]
article-text: También pregúntase si se han visto obligados á arrendar las tierras que cultivan pues no pueden pagar las rentas.: [1324, 483, 1545, 522]
